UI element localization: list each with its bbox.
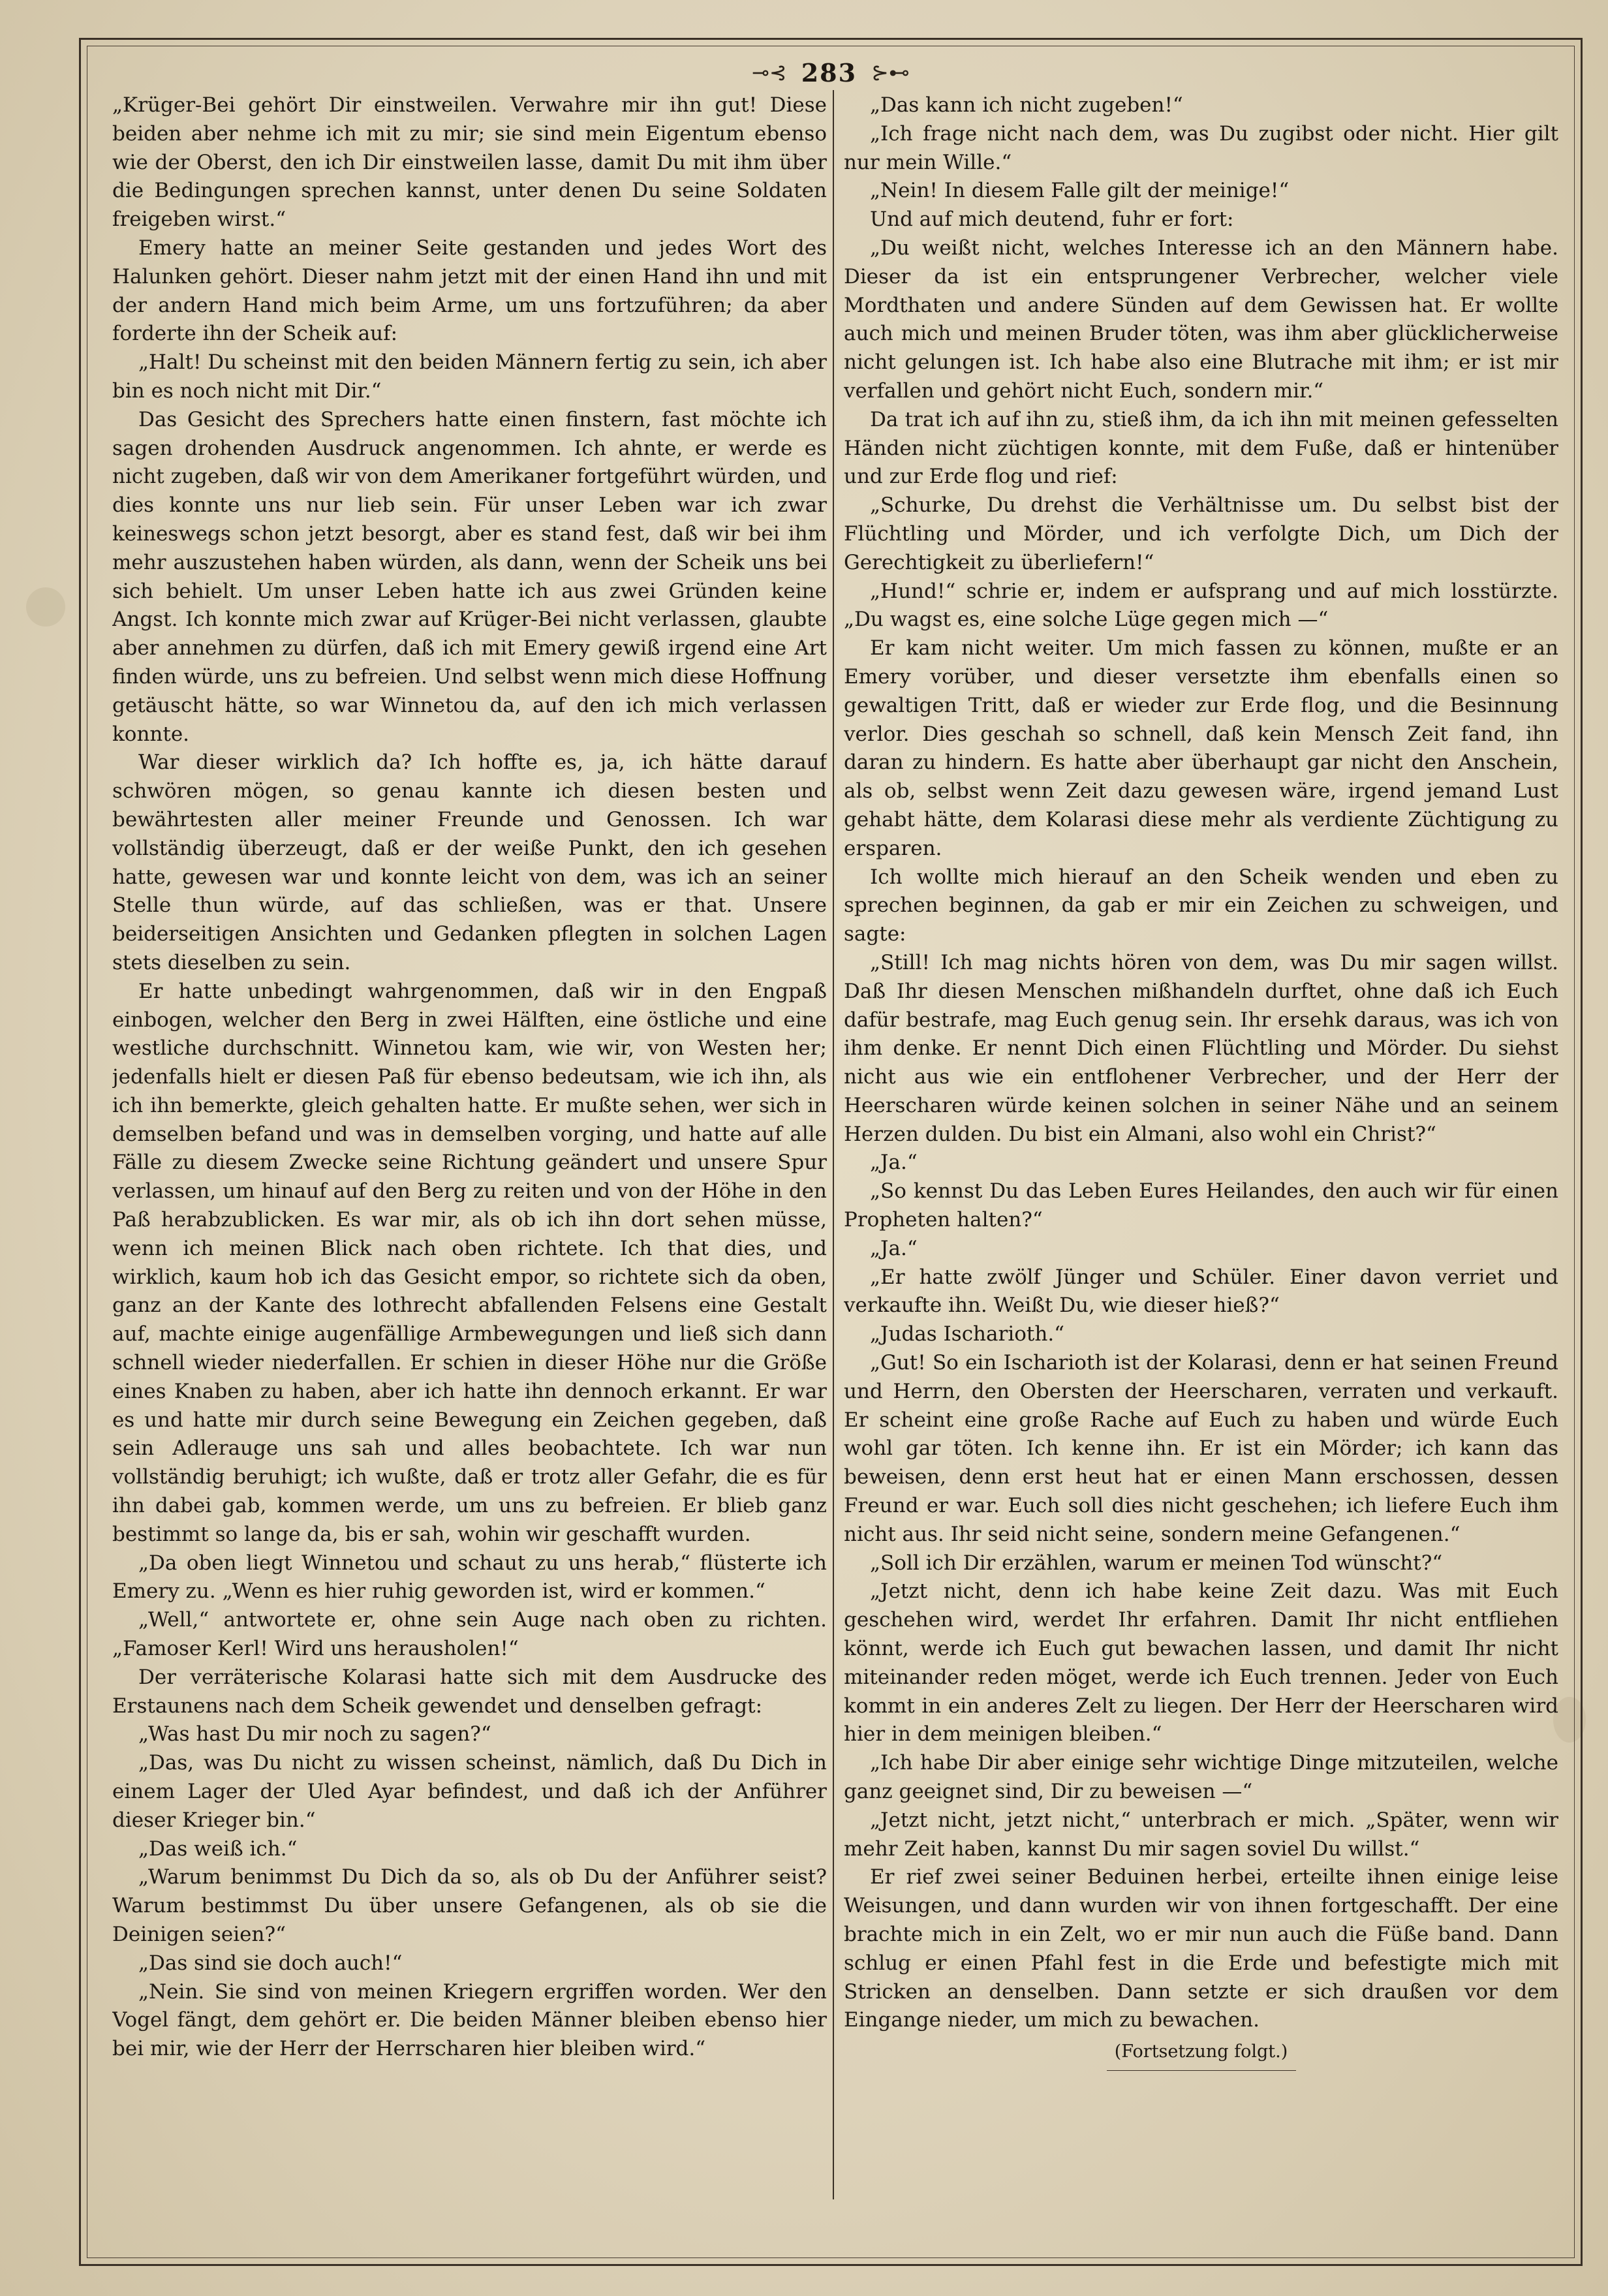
paragraph: Und auf mich deutend, fuhr er fort: bbox=[870, 208, 1234, 232]
paragraph: „Du weißt nicht, welches Interesse ich an den Männern habe. Dieser da ist ein entsprungener Verbrecher, welcher viele Mordthaten und andere Sünden auf dem Gewissen hat. Er wollte auch mich und meinen Bruder töten, was ihm aber glücklicherweise nicht gelungen ist. Ich habe also eine Blutrache mit ihm; er ist mir verfallen und gehört nicht Euch, sondern mir.“ bbox=[844, 236, 1558, 403]
paragraph: „Ich habe Dir aber einige sehr wichtige Dinge mitzuteilen, welche ganz geeignet sind, Dir zu beweisen —“ bbox=[844, 1751, 1558, 1804]
paragraph: „Das kann ich nicht zugeben!“ bbox=[870, 93, 1183, 117]
right-column bbox=[844, 91, 1558, 2212]
paragraph: War dieser wirklich da? Ich hoffte es, ja, ich hätte darauf schwören mögen, so genau kannte ich diesen besten und bewährtesten aller meiner Freunde und Genossen. Ich war vollständig überzeugt, daß er der weiße Punkt, den ich gesehen hatte, gewesen war und konnte leicht von dem, was ich an seiner Stelle thun würde, auf das schließen, was er that. Unsere beiderseitigen Ansichten und Gedanken pflegten in solchen Lagen stets dieselben zu sein. bbox=[112, 751, 827, 974]
paragraph: „Well,“ antwortete er, ohne sein Auge nach oben zu richten. „Famoser Kerl! Wird uns herausholen!“ bbox=[112, 1608, 827, 1661]
continued-rule bbox=[1107, 2070, 1296, 2071]
paragraph: „Ich frage nicht nach dem, was Du zugibst oder nicht. Hier gilt nur mein Wille.“ bbox=[844, 121, 1558, 174]
paragraph: „Judas Ischarioth.“ bbox=[870, 1322, 1065, 1346]
paragraph: „Jetzt nicht, jetzt nicht,“ unterbrach er mich. „Später, wenn wir mehr Zeit haben, kannst Du mir sagen soviel Du willst.“ bbox=[844, 1808, 1558, 1861]
page-number: 283 bbox=[801, 57, 858, 87]
paragraph: „Das sind sie doch auch!“ bbox=[138, 1951, 403, 1975]
page-header bbox=[87, 50, 1575, 95]
paragraph: Der verräterische Kolarasi hatte sich mit dem Ausdrucke des Erstaunens nach dem Scheik gewendet und denselben gefragt: bbox=[112, 1665, 827, 1718]
paragraph: „Ja.“ bbox=[870, 1151, 918, 1175]
paragraph: Er kam nicht weiter. Um mich fassen zu können, mußte er an Emery vorüber, und dieser versetzte ihm ebenfalls einen so gewaltigen Tritt, daß er wieder zur Erde flog, und die Besinnung verlor. Dies geschah so schnell, daß kein Mensch Zeit fand, ihn daran zu hindern. Es hatte aber überhaupt gar nicht den Anschein, als ob, selbst wenn Zeit dazu gewesen wäre, irgend jemand Lust gehabt hätte, dem Kolarasi diese mehr als verdiente Züchtigung zu ersparen. bbox=[844, 636, 1558, 860]
paragraph: Er rief zwei seiner Beduinen herbei, erteilte ihnen einige leise Weisungen, und dann wurden wir von ihnen fortgeschafft. Der eine brachte mich in ein Zelt, wo er mir nun auch die Füße band. Dann schlug er einen Pfahl fest in die Erde und befestigte mich mit Stricken an denselben. Dann setzte er sich draußen vor dem Eingange nieder, um mich zu bewachen. bbox=[844, 1865, 1558, 2032]
paragraph: „Hund!“ schrie er, indem er aufsprang und auf mich losstürzte. „Du wagst es, eine solche Lüge gegen mich —“ bbox=[844, 579, 1558, 632]
paragraph: „Gut! So ein Ischarioth ist der Kolarasi, denn er hat seinen Freund und Herrn, den Obersten der Heerscharen, verraten und verkauft. Er scheint eine große Rache auf Euch zu haben und würde Euch wohl gar töten. Ich kenne ihn. Er ist ein Mörder; ich kann das beweisen, denn erst heut hat er einen Mann erschossen, dessen Freund er war. Euch soll dies nicht geschehen; ich liefere Euch ihm nicht aus. Ihr seid nicht seine, sondern meine Gefangenen.“ bbox=[844, 1351, 1558, 1546]
paragraph: „Was hast Du mir noch zu sagen?“ bbox=[138, 1722, 491, 1746]
paragraph: Er hatte unbedingt wahrgenommen, daß wir in den Engpaß einbogen, welcher den Berg in zwei Hälften, eine östliche und eine westliche durchschnitt. Winnetou kam, wie wir, von Westen her; jedenfalls hielt er diesen Paß für ebenso bedeutsam, wie ich ihn, als ich ihn bemerkte, gleich gehalten hatte. Er mußte sehen, wer sich in demselben befand und was in demselben vorging, und hatte auf alle Fälle zu diesem Zwecke seine Richtung geändert und unsere Spur verlassen, um hinauf auf den Berg zu reiten und von der Höhe in den Paß herabzublicken. Es war mir, als ob ich ihn dort sehen müsse, wenn ich meinen Blick nach oben richtete. Ich that dies, und wirklich, kaum hob ich das Gesicht empor, so richtete sich da oben, ganz an der Kante des lothrecht abfallenden Felsens eine Gestalt auf, machte einige augenfällige Armbewegungen und ließ sich dann schnell wieder niederfallen. Er schien in dieser Höhe nur die Größe eines Knaben zu haben, aber ich hatte ihn dennoch erkannt. Er war es und hatte mir durch seine Bewegung ein Zeichen gegeben, daß sein Adlerauge uns sah und alles beobachtete. Ich war nun vollständig beruhigt; ich wußte, daß er trotz aller Gefahr, die es für ihn dabei gab, kommen werde, um uns zu befreien. Er blieb ganz bestimmt so lange da, bis er sah, wohin wir geschafft wurden. bbox=[112, 979, 827, 1546]
paragraph: „Nein. Sie sind von meinen Kriegern ergriffen worden. Wer den Vogel fängt, dem gehört er. Die beiden Männer bleiben ebenso hier bei mir, wie der Herr der Herrscharen hier bleiben wird.“ bbox=[112, 1979, 827, 2061]
continued-note: (Fortsetzung folgt.) bbox=[1114, 2041, 1288, 2062]
paragraph: „Da oben liegt Winnetou und schaut zu uns herab,“ flüsterte ich Emery zu. „Wenn es hier ruhig geworden ist, wird er kommen.“ bbox=[112, 1551, 827, 1604]
paragraph: Emery hatte an meiner Seite gestanden und jedes Wort des Halunken gehört. Dieser nahm jetzt mit der einen Hand ihn und mit der andern Hand mich beim Arme, um uns fortzuführen; da aber forderte ihn der Scheik auf: bbox=[112, 236, 827, 346]
paragraph: Das Gesicht des Sprechers hatte einen finstern, fast möchte ich sagen drohenden Ausdruck angenommen. Ich ahnte, er werde es nicht zugeben, daß wir von dem Amerikaner fortgeführt würden, und dies konnte uns nur lieb sein. Für unser Leben war ich zwar keineswegs schon jetzt besorgt, aber es stand fest, daß wir bei ihm mehr auszustehen haben würden, als dann, wenn der Scheik uns bei sich behielt. Um unser Leben hatte ich aus zwei Gründen keine Angst. Ich konnte mich zwar auf Krüger-Bei nicht verlassen, glaubte aber annehmen zu dürfen, daß ich mit Emery gewiß irgend eine Art finden würde, uns zu befreien. Und selbst wenn mich diese Hoffnung getäuscht hätte, so war Winnetou da, auf den ich mich verlassen konnte. bbox=[112, 407, 827, 746]
paragraph: „So kennst Du das Leben Eures Heilandes, den auch wir für einen Propheten halten?“ bbox=[844, 1179, 1558, 1232]
paragraph: „Still! Ich mag nichts hören von dem, was Du mir sagen willst. Daß Ihr diesen Menschen mißhandeln durftet, ohne daß ich Euch dafür bestrafe, mag Euch genug sein. Ihr ersehk daraus, was ich von ihm denke. Er nennt Dich einen Flüchtling und Mörder. Du siehst nicht aus wie ein entflohener Verbrecher, und der Herr der Heerscharen würde keinen solchen in seiner Nähe und an seinem Herzen dulden. Du bist ein Almani, also wohl ein Christ?“ bbox=[844, 950, 1558, 1146]
paper-stain bbox=[26, 587, 65, 627]
paragraph: „Nein! In diesem Falle gilt der meinige!“ bbox=[870, 179, 1290, 203]
paragraph: Ich wollte mich hierauf an den Scheik wenden und eben zu sprechen beginnen, da gab er mir ein Zeichen zu schweigen, und sagte: bbox=[844, 865, 1558, 946]
ornament-right: ⊱⊷ bbox=[871, 60, 910, 85]
ornament-left: ⊸⊰ bbox=[752, 60, 787, 85]
paragraph: „Soll ich Dir erzählen, warum er meinen Tod wünscht?“ bbox=[870, 1551, 1443, 1575]
paragraph: „Ja.“ bbox=[870, 1236, 918, 1260]
paragraph: „Jetzt nicht, denn ich habe keine Zeit dazu. Was mit Euch geschehen wird, werdet Ihr erfahren. Damit Ihr nicht entfliehen könnt, werde ich Euch gut bewachen lassen, und damit Ihr nicht miteinander reden möget, werde ich Euch trennen. Jeder von Euch kommt in ein anderes Zelt zu liegen. Der Herr der Heerscharen wird hier in dem meinigen bleiben.“ bbox=[844, 1579, 1558, 1746]
column-divider bbox=[833, 90, 834, 2199]
paragraph: „Das, was Du nicht zu wissen scheinst, nämlich, daß Du Dich in einem Lager der Uled Ayar befindest, und daß ich der Anführer dieser Krieger bin.“ bbox=[112, 1751, 827, 1832]
paragraph: Da trat ich auf ihn zu, stieß ihm, da ich ihn mit meinen gefesselten Händen nicht züchtigen konnte, mit dem Fuße, daß er hintenüber und zur Erde flog und rief: bbox=[844, 407, 1558, 489]
left-column bbox=[112, 91, 827, 2212]
paragraph: „Das weiß ich.“ bbox=[138, 1837, 298, 1861]
paragraph: „Schurke, Du drehst die Verhältnisse um. Du selbst bist der Flüchtling und Mörder, und ich verfolgte Dich, um Dich der Gerechtigkeit zu überliefern!“ bbox=[844, 493, 1558, 574]
paragraph: „Krüger-Bei gehört Dir einstweilen. Verwahre mir ihn gut! Diese beiden aber nehme ich mit zu mir; sie sind mein Eigentum ebenso wie der Oberst, den ich Dir einstweilen lasse, damit Du mit ihm über die Bedingungen sprechen kannst, unter denen Du seine Soldaten freigeben wirst.“ bbox=[112, 93, 827, 232]
paragraph: „Warum benimmst Du Dich da so, als ob Du der Anführer seist? Warum bestimmst Du über unsere Gefangenen, als ob sie die Deinigen seien?“ bbox=[112, 1865, 827, 1946]
paragraph: „Er hatte zwölf Jünger und Schüler. Einer davon verriet und verkaufte ihn. Weißt Du, wie dieser hieß?“ bbox=[844, 1265, 1558, 1318]
paragraph: „Halt! Du scheinst mit den beiden Männern fertig zu sein, ich aber bin es noch nicht mit Dir.“ bbox=[112, 350, 827, 403]
